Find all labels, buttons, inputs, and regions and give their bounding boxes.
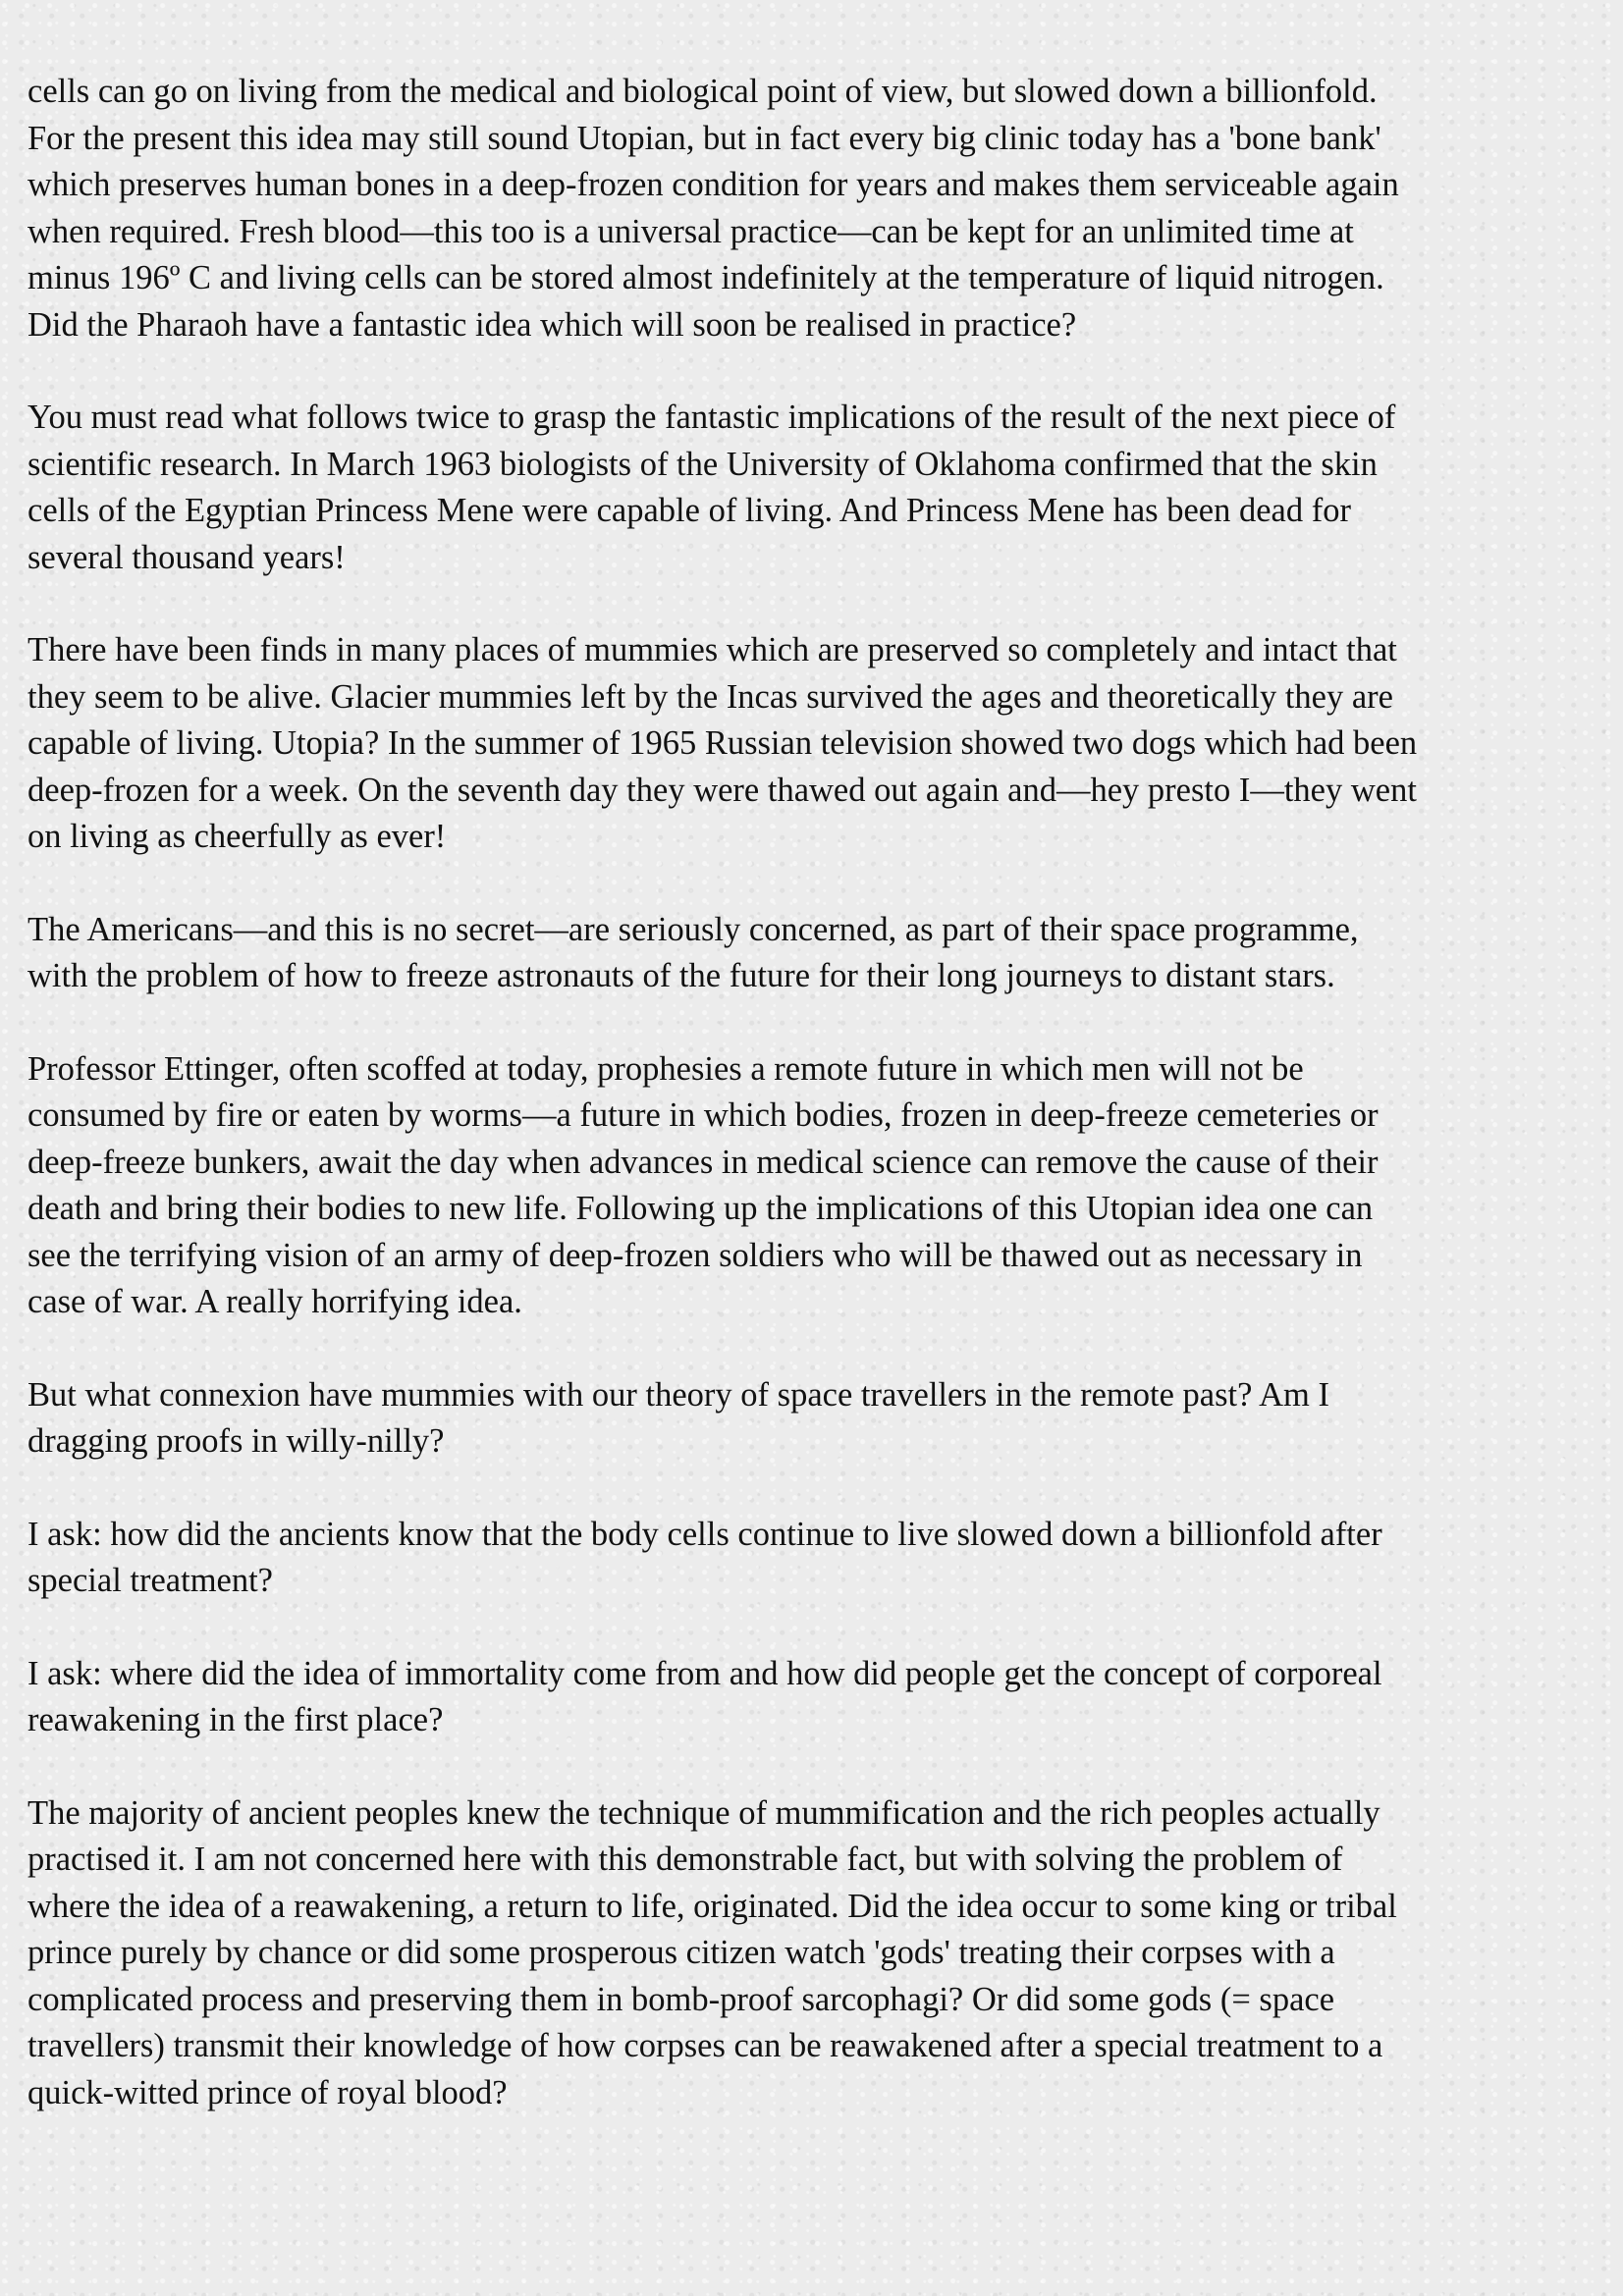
text-line: I ask: where did the idea of immortality come from and how did people get the concept of corporeal — [27, 1654, 1382, 1692]
text-line: travellers) transmit their knowledge of how corpses can be reawakened after a special treatment to a — [27, 2027, 1383, 2064]
paragraph-6 — [27, 1372, 1598, 1466]
text-line: deep-freeze bunkers, await the day when advances in medical science can remove the cause of their — [27, 1143, 1379, 1181]
paragraph-2 — [27, 395, 1598, 581]
text-line: practised it. I am not concerned here with this demonstrable fact, but with solving the problem of — [27, 1841, 1343, 1878]
paragraph-5 — [27, 1046, 1598, 1326]
paragraph-1 — [27, 69, 1598, 348]
text-line: complicated process and preserving them in bomb-proof sarcophagi? Or did some gods (= space — [27, 1980, 1335, 2018]
text-line: Professor Ettinger, often scoffed at today, prophesies a remote future in which men will not be — [27, 1049, 1304, 1088]
text-line: The Americans—and this is no secret—are seriously concerned, as part of their space programme, — [27, 910, 1359, 948]
text-line: You must read what follows twice to grasp the fantastic implications of the result of the next piece of — [27, 399, 1396, 436]
text-line: quick-witted prince of royal blood? — [27, 2073, 508, 2111]
document-page — [27, 69, 1598, 2163]
text-line: reawakening in the first place? — [27, 1701, 444, 1738]
text-line: with the problem of how to freeze astronauts of the future for their long journeys to distant stars. — [27, 957, 1335, 994]
paragraph-9 — [27, 1790, 1598, 2117]
text-line: deep-frozen for a week. On the seventh day they were thawed out again and—hey presto I—they went — [27, 771, 1417, 809]
text-line: on living as cheerfully as ever! — [27, 818, 447, 855]
text-line: death and bring their bodies to new life. Following up the implications of this Utopian idea one can — [27, 1190, 1374, 1227]
text-line: prince purely by chance or did some prosperous citizen watch 'gods' treating their corpses with a — [27, 1934, 1335, 1971]
text-line: where the idea of a reawakening, a return to life, originated. Did the idea occur to some king or tribal — [27, 1887, 1397, 1925]
text-line: I ask: how did the ancients know that the body cells continue to live slowed down a billionfold after — [27, 1515, 1382, 1553]
paragraph-7 — [27, 1512, 1598, 1605]
text-line: minus 196º C and living cells can be stored almost indefinitely at the temperature of liquid nitrogen. — [27, 259, 1384, 296]
text-line: capable of living. Utopia? In the summer of 1965 Russian television showed two dogs which had been — [27, 724, 1418, 762]
text-line: cells can go on living from the medical and biological point of view, but slowed down a billionfold. — [27, 73, 1378, 110]
paragraph-4 — [27, 907, 1598, 1000]
text-line: they seem to be alive. Glacier mummies left by the Incas survived the ages and theoretically they are — [27, 677, 1393, 716]
paragraph-8 — [27, 1651, 1598, 1744]
paragraph-3 — [27, 627, 1598, 861]
text-line: There have been finds in many places of mummies which are preserved so completely and intact that — [27, 631, 1397, 668]
text-line: when required. Fresh blood—this too is a universal practice—can be kept for an unlimited time at — [27, 212, 1354, 250]
text-line: dragging proofs in willy-nilly? — [27, 1422, 445, 1460]
text-line: But what connexion have mummies with our theory of space travellers in the remote past? Am I — [27, 1375, 1329, 1414]
text-line: consumed by fire or eaten by worms—a future in which bodies, frozen in deep-freeze cemeteries or — [27, 1096, 1379, 1134]
text-line: The majority of ancient peoples knew the technique of mummification and the rich peoples actually — [27, 1793, 1380, 1832]
text-line: Did the Pharaoh have a fantastic idea which will soon be realised in practice? — [27, 305, 1077, 344]
text-line: For the present this idea may still sound Utopian, but in fact every big clinic today has a 'bone bank' — [27, 119, 1381, 157]
text-line: which preserves human bones in a deep-frozen condition for years and makes them serviceable again — [27, 166, 1399, 203]
text-line: scientific research. In March 1963 biologists of the University of Oklahoma confirmed that the skin — [27, 445, 1378, 483]
text-line: several thousand years! — [27, 538, 346, 576]
text-line: special treatment? — [27, 1562, 273, 1599]
text-line: see the terrifying vision of an army of deep-frozen soldiers who will be thawed out as necessary in — [27, 1236, 1363, 1274]
text-line: case of war. A really horrifying idea. — [27, 1283, 522, 1320]
text-line: cells of the Egyptian Princess Mene were capable of living. And Princess Mene has been dead for — [27, 492, 1351, 529]
